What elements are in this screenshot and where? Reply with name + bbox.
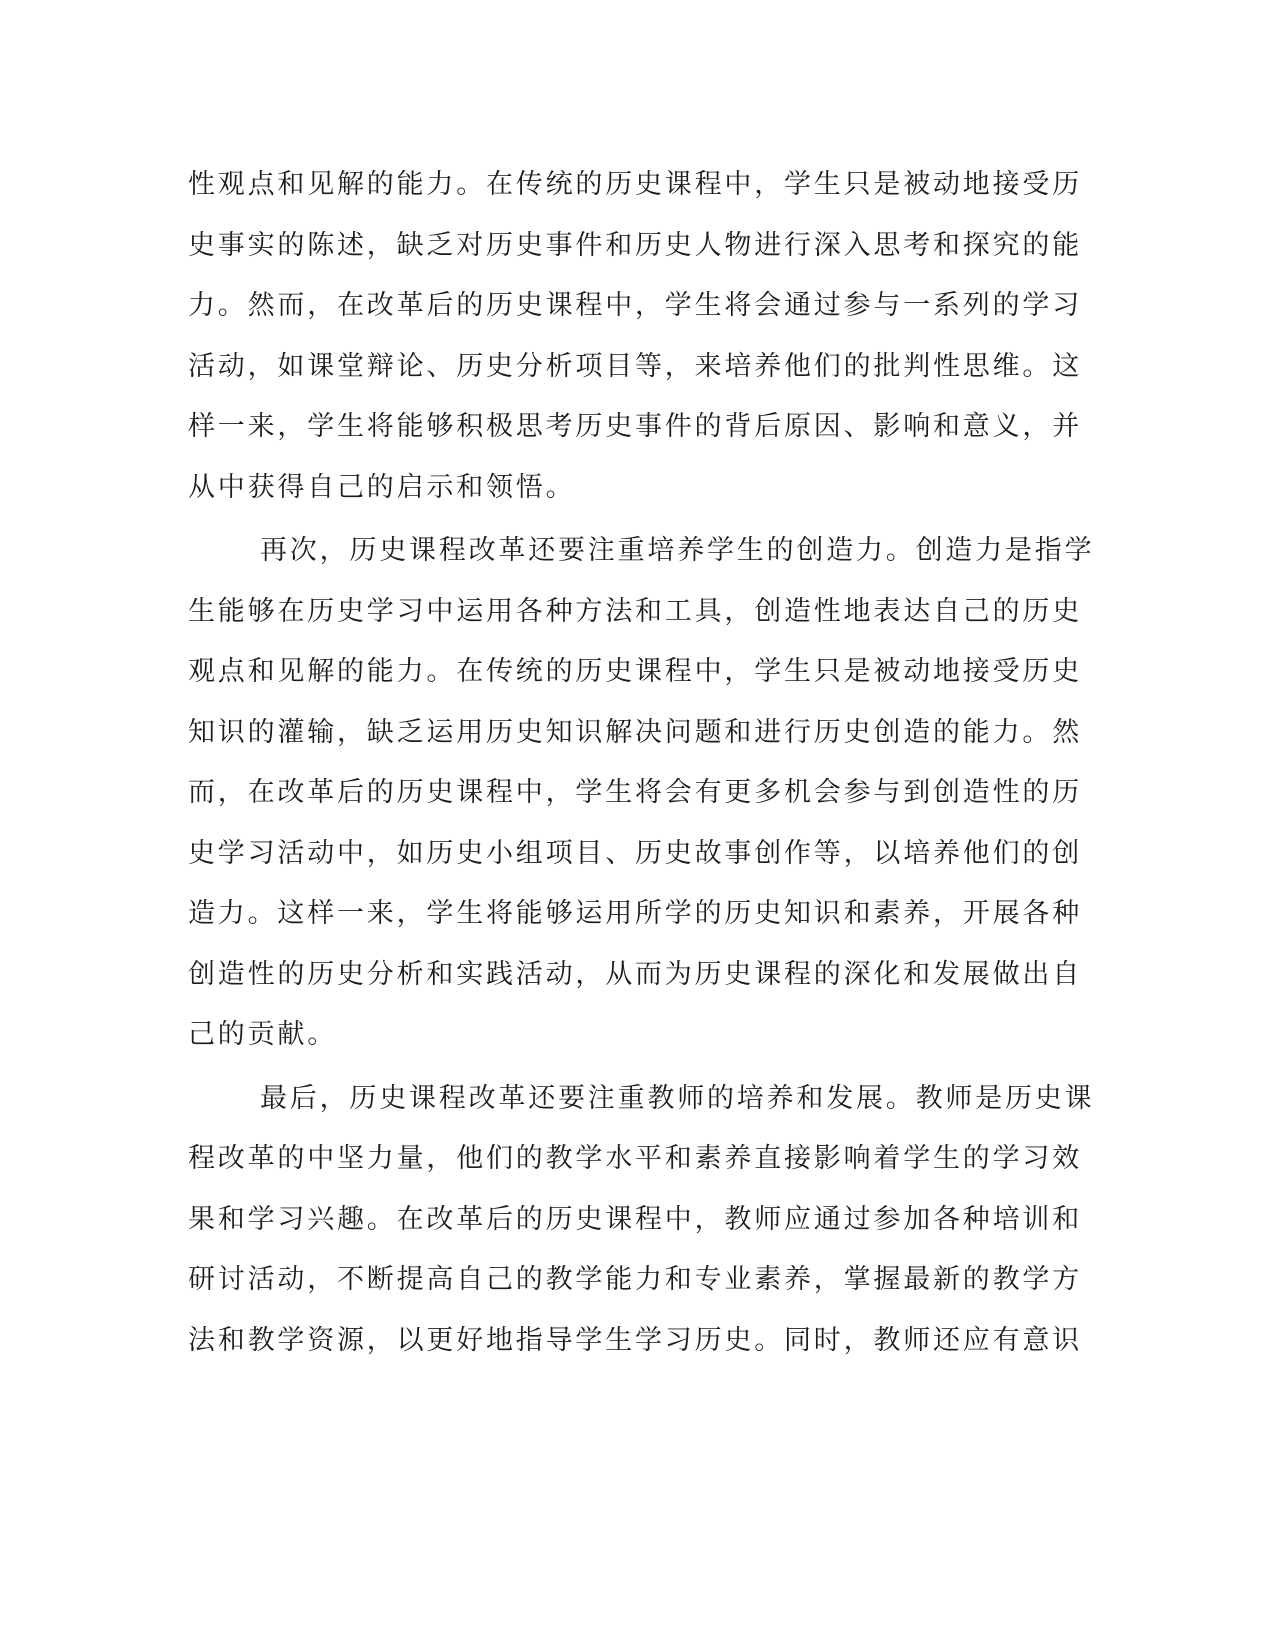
text-line: 程改革的中坚力量，他们的教学水平和素养直接影响着学生的学习效 [188,1143,1082,1174]
text-line: 研讨活动，不断提高自己的教学能力和专业素养，掌握最新的教学方 [188,1264,1082,1295]
text-line: 观点和见解的能力。在传统的历史课程中，学生只是被动地接受历史 [188,656,1082,687]
text-line: 活动，如课堂辩论、历史分析项目等，来培养他们的批判性思维。这 [188,350,1082,382]
text-line: 造力。这样一来，学生将能够运用所学的历史知识和素养，开展各种 [188,898,1082,929]
text-line: 果和学习兴趣。在改革后的历史课程中，教师应通过参加各种培训和 [188,1203,1082,1235]
text-line: 性观点和见解的能力。在传统的历史课程中，学生只是被动地接受历 [188,169,1082,200]
text-line-first: 再次，历史课程改革还要注重培养学生的创造力。创造力是指学 [260,535,1095,566]
text-line: 生能够在历史学习中运用各种方法和工具，创造性地表达自己的历史 [188,595,1082,627]
text-line: 创造性的历史分析和实践活动，从而为历史课程的深化和发展做出自 [188,958,1082,990]
text-line: 从中获得自己的启示和领悟。 [188,471,576,503]
text-line: 己的贡献。 [188,1019,337,1050]
paragraph-1 [188,155,1082,518]
text-line: 而，在改革后的历史课程中，学生将会有更多机会参与到创造性的历 [188,777,1082,808]
text-line: 法和教学资源，以更好地指导学生学习历史。同时，教师还应有意识 [188,1324,1082,1356]
text-line: 样一来，学生将能够积极思考历史事件的背后原因、影响和意义，并 [188,411,1082,442]
paragraph-3 [188,1069,1095,1372]
text-line: 力。然而，在改革后的历史课程中，学生将会通过参与一系列的学习 [188,290,1082,321]
text-line: 史学习活动中，如历史小组项目、历史故事创作等，以培养他们的创 [188,837,1082,869]
text-line: 知识的灌输，缺乏运用历史知识解决问题和进行历史创造的能力。然 [188,716,1082,748]
text-line: 史事实的陈述，缺乏对历史事件和历史人物进行深入思考和探究的能 [188,229,1082,261]
document-body [188,155,1095,1371]
paragraph-2 [188,521,1095,1066]
text-line-first: 最后，历史课程改革还要注重教师的培养和发展。教师是历史课 [260,1082,1095,1114]
